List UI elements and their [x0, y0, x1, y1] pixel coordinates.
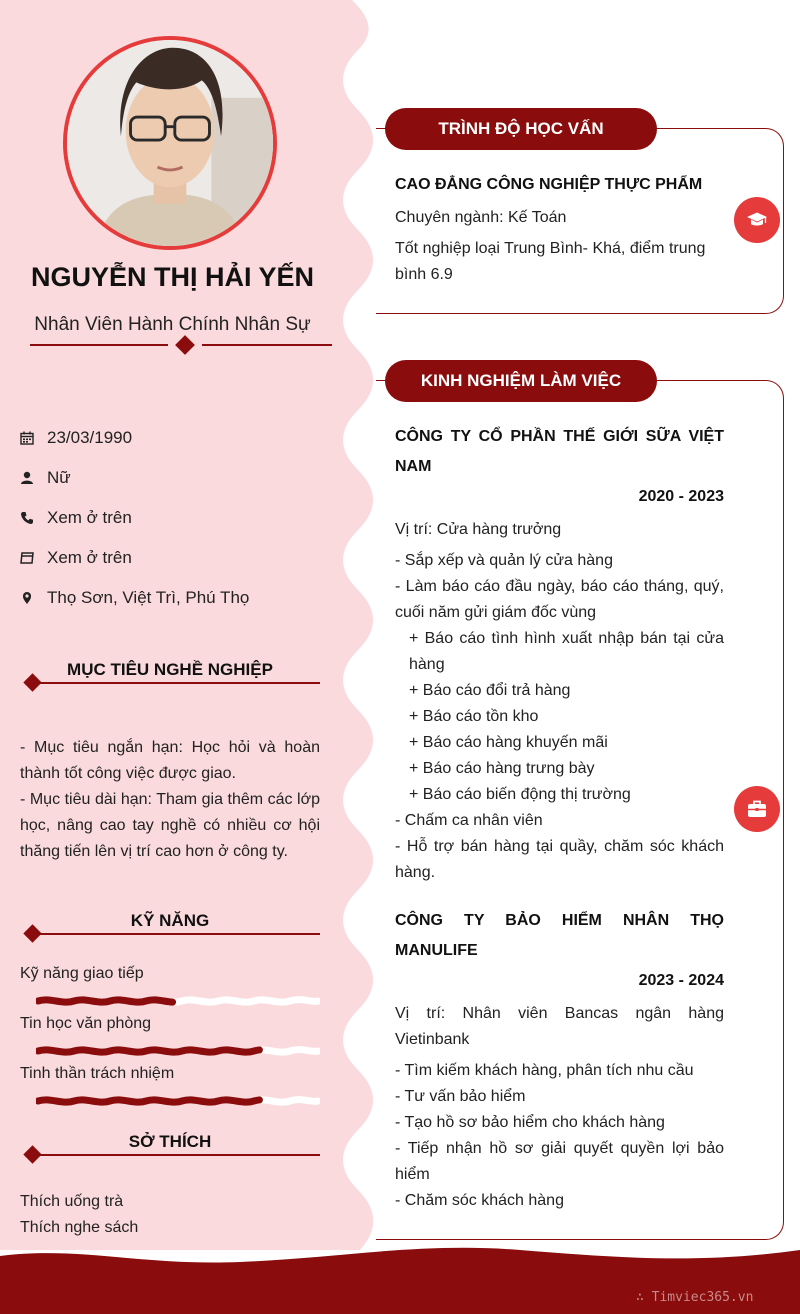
job-duty: - Tìm kiếm khách hàng, phân tích nhu cầu	[395, 1062, 694, 1079]
avatar	[63, 36, 277, 250]
job-role: Vị trí: Cửa hàng trưởng	[395, 521, 562, 538]
phone-icon	[20, 511, 34, 525]
job-duty: - Chấm ca nhân viên	[395, 812, 543, 829]
job-period: 2023 - 2024	[638, 972, 724, 989]
experience-heading: KINH NGHIỆM LÀM VIỆC	[385, 360, 657, 402]
hobbies-heading: SỞ THÍCH	[128, 1132, 212, 1151]
contact-email	[20, 547, 132, 569]
job-duty: - Tư vấn bảo hiểm	[395, 1088, 526, 1105]
graduation-cap-icon	[746, 209, 768, 231]
objective-divider	[32, 682, 320, 684]
profile-photo	[67, 40, 273, 246]
objective-short-term: - Mục tiêu ngắn hạn: Học hỏi và hoàn thành tốt công việc được giao.	[20, 739, 320, 782]
candidate-name: NGUYỄN THỊ HẢI YẾN	[30, 262, 315, 292]
calendar-icon	[20, 431, 34, 445]
skill-bar	[36, 996, 320, 1006]
job-duty: + Báo cáo đổi trả hàng	[409, 682, 571, 699]
skill-name: Kỹ năng giao tiếp	[20, 965, 144, 982]
skills-heading: KỸ NĂNG	[130, 911, 210, 930]
job-role: Vị trí: Nhân viên Bancas ngân hàng Vietinbank	[395, 1005, 724, 1048]
hobby-item: Thích nghe sách	[20, 1219, 139, 1236]
education-heading: TRÌNH ĐỘ HỌC VẤN	[385, 108, 657, 150]
contact-gender	[20, 467, 71, 489]
education-icon-badge	[734, 197, 780, 243]
contact-phone	[20, 507, 132, 529]
objective-long-term: - Mục tiêu dài hạn: Tham gia thêm các lớp học, nâng cao tay nghề có nhiều cơ hội thăng tiến lên vị trí cao hơn ở công ty.	[20, 791, 320, 860]
location-pin-icon	[20, 591, 34, 605]
job-duty: - Tiếp nhận hồ sơ giải quyết quyền lợi bảo hiểm	[395, 1140, 724, 1183]
job-duty: + Báo cáo hàng trưng bày	[409, 760, 595, 777]
hobbies-divider	[32, 1154, 320, 1156]
contact-birthday	[20, 427, 132, 449]
skill-bar	[36, 1096, 320, 1106]
email-value: Xem ở trên	[47, 548, 132, 567]
education-result: Tốt nghiệp loại Trung Bình- Khá, điểm trung bình 6.9	[395, 240, 706, 283]
job-duty: + Báo cáo biến động thị trường	[409, 786, 631, 803]
job-company-line2: NAM	[395, 458, 432, 475]
job-company	[395, 906, 724, 966]
gender-value: Nữ	[47, 468, 71, 487]
hobby-item: Thích uống trà	[20, 1193, 124, 1210]
birthday-value: 23/03/1990	[47, 428, 133, 447]
job-duty: - Làm báo cáo đầu ngày, báo cáo tháng, quý, cuối năm gửi giám đốc vùng	[395, 578, 724, 621]
skill-bar	[36, 1046, 320, 1056]
job-period: 2020 - 2023	[638, 488, 724, 505]
job-duty: + Báo cáo tồn kho	[409, 708, 539, 725]
education-school: CAO ĐẲNG CÔNG NGHIỆP THỰC PHẨM	[395, 176, 703, 193]
job-duty: - Chăm sóc khách hàng	[395, 1192, 564, 1209]
job-company-line1: CÔNG TY CỔ PHẦN THẾ GIỚI SỮA VIỆT	[395, 428, 724, 445]
job-duty: - Sắp xếp và quản lý cửa hàng	[395, 552, 613, 569]
job-company	[395, 422, 724, 482]
objective-heading: MỤC TIÊU NGHỀ NGHIỆP	[67, 660, 273, 679]
job-company-line2: MANULIFE	[395, 942, 478, 959]
job-duty: + Báo cáo hàng khuyến mãi	[409, 734, 608, 751]
job-duty: + Báo cáo tình hình xuất nhập bán tại cửa hàng	[409, 630, 724, 673]
experience-icon-badge	[734, 786, 780, 832]
title-divider-left	[30, 344, 168, 346]
job-duty: - Tạo hồ sơ bảo hiểm cho khách hàng	[395, 1114, 665, 1131]
skills-divider	[32, 933, 320, 935]
skill-name: Tin học văn phòng	[20, 1015, 152, 1032]
education-major: Chuyên ngành: Kế Toán	[395, 209, 567, 226]
address-value: Thọ Sơn, Việt Trì, Phú Thọ	[47, 588, 250, 607]
user-icon	[20, 471, 34, 485]
briefcase-icon	[746, 798, 768, 820]
phone-value: Xem ở trên	[47, 508, 132, 527]
job-company-line1: CÔNG TY BẢO HIỂM NHÂN THỌ	[395, 912, 724, 929]
site-watermark: ∴ Timviec365.vn	[636, 1290, 754, 1305]
title-divider-right	[202, 344, 332, 346]
candidate-position: Nhân Viên Hành Chính Nhân Sự	[34, 314, 311, 335]
skill-name: Tinh thần trách nhiệm	[20, 1065, 175, 1082]
email-icon	[20, 551, 34, 565]
job-duty: - Hỗ trợ bán hàng tại quầy, chăm sóc khách hàng.	[395, 838, 724, 881]
contact-address	[20, 587, 249, 609]
